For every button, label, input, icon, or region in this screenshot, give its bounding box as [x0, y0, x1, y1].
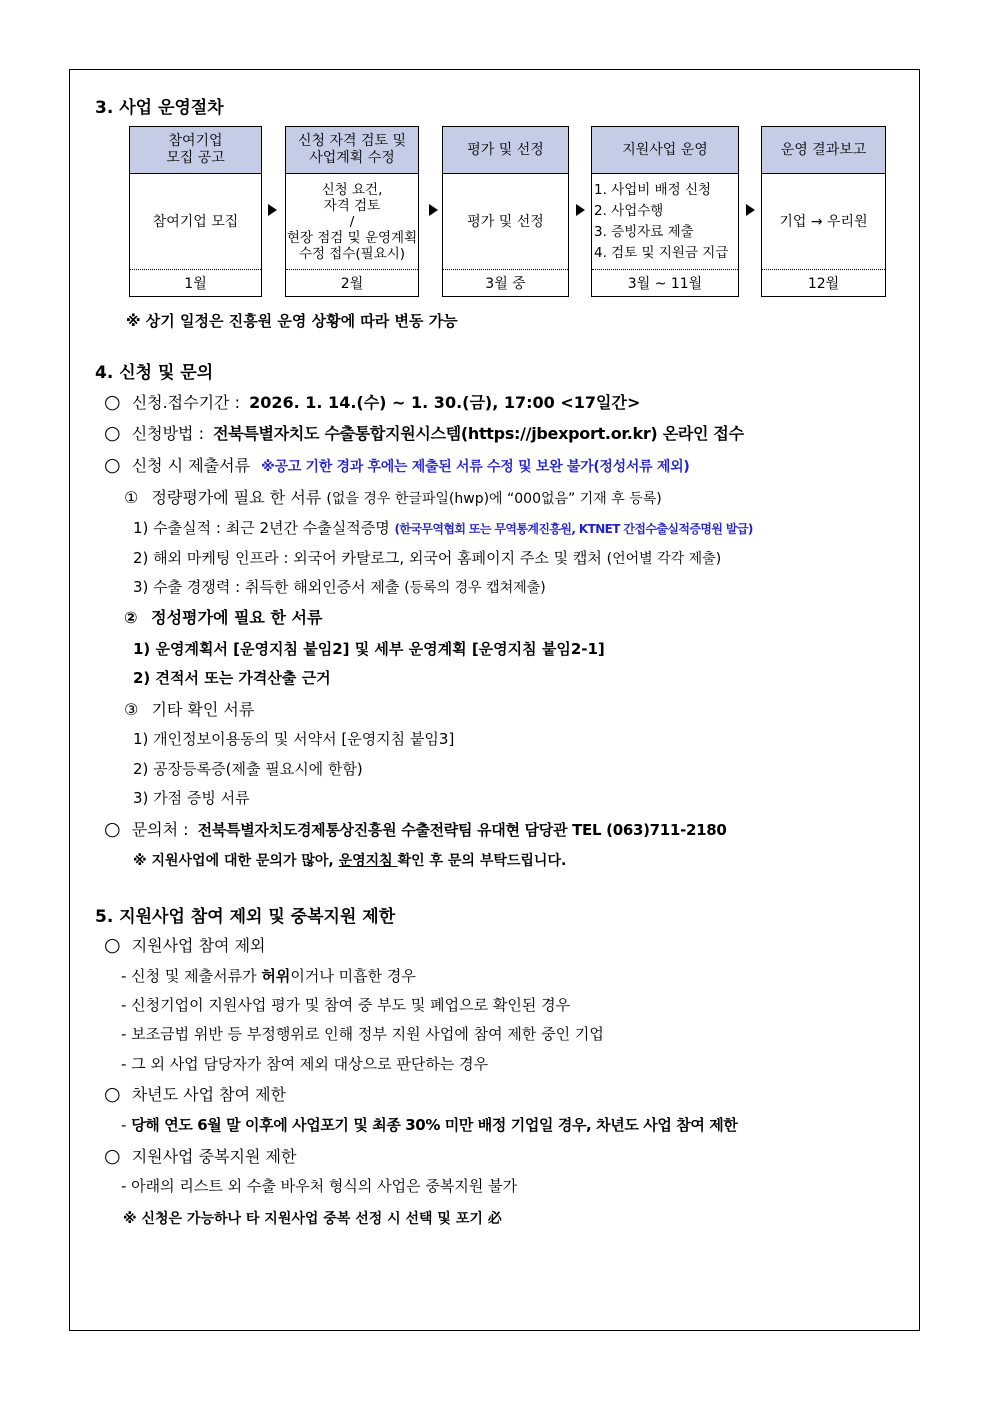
quant-number: ①	[124, 488, 139, 507]
etc-item-2: 2) 공장등록증(제출 필요시에 한함)	[133, 760, 363, 778]
quant-item-1-text: 1) 수출실적 : 최근 2년간 수출실적증명	[133, 519, 395, 537]
dup-title-line	[104, 1144, 296, 1167]
flow-step-2-month: 2월	[286, 269, 418, 296]
next-year-item	[121, 1114, 737, 1135]
section-3-title: 3. 사업 운영절차	[95, 98, 224, 118]
exclude-title: 지원사업 참여 제외	[131, 936, 266, 955]
flow-step-5-month: 12월	[762, 269, 885, 296]
flow-arrow-icon	[746, 204, 755, 216]
contact-note-b: 확인 후 문의 부탁드립니다.	[397, 853, 567, 869]
qual-title: 정성평가에 필요 한 서류	[151, 608, 323, 627]
contact-note	[133, 850, 566, 870]
exclude-item-1-bold: 허위	[261, 967, 291, 985]
next-year-title-line	[104, 1082, 286, 1105]
next-year-text: 당해 연도 6월 말 이후에 사업포기 및 최종 30% 미만 배정 기업일 경우, 차년도 사업 참여 제한	[131, 1116, 738, 1134]
contact-value: 전북특별자치도경제통상진흥원 수출전략팀 유대현 담당관 TEL (063)711-2180	[197, 821, 727, 839]
schedule-note: ※ 상기 일정은 진흥원 운영 상황에 따라 변동 가능	[126, 312, 458, 330]
qual-item-2: 2) 견적서 또는 가격산출 근거	[133, 669, 331, 687]
bullet-circle-icon: ○	[104, 1145, 121, 1167]
contact-label: 문의처 :	[131, 820, 189, 839]
flow-arrow-icon	[429, 204, 438, 216]
bullet-circle-icon: ○	[104, 454, 121, 476]
period-value: 2026. 1. 14.(수) ~ 1. 30.(금), 17:00 <17일간>	[249, 393, 641, 412]
flow-step-5	[761, 126, 886, 297]
quant-title: 정량평가에 필요 한 서류	[151, 488, 322, 507]
qual-item-1: 1) 운영계획서 [운영지침 붙임2] 및 세부 운영계획 [운영지침 붙임2-1]	[133, 640, 605, 658]
flow-step-4-head: 지원사업 운영	[592, 127, 738, 174]
flow-step-2-head: 신청 자격 검토 및 사업계획 수정	[286, 127, 418, 174]
exclude-item-2: - 신청기업이 지원사업 평가 및 참여 중 부도 및 폐업으로 확인된 경우	[121, 996, 571, 1014]
period-line	[104, 390, 640, 413]
flow-arrow-icon	[268, 204, 277, 216]
flow-step-1-month: 1월	[130, 269, 261, 296]
exclude-item-3: - 보조금법 위반 등 부정행위로 인해 정부 지원 사업에 참여 제한 중인 기업	[121, 1025, 604, 1043]
quant-title-note: (없을 경우 한글파일(hwp)에 “000없음” 기재 후 등록)	[326, 491, 662, 507]
bullet-circle-icon: ○	[104, 422, 121, 444]
method-line	[104, 421, 744, 444]
exclude-item-1	[121, 965, 416, 986]
quant-item-3-note: (등록의 경우 캡쳐제출)	[404, 580, 546, 596]
quant-item-3	[133, 576, 546, 597]
flow-step-3	[442, 126, 569, 297]
section-4-title: 4. 신청 및 문의	[95, 363, 214, 383]
etc-title-line	[124, 697, 254, 720]
flow-step-4	[591, 126, 739, 297]
flow-step-2-body: 신청 요건, 자격 검토 / 현장 점검 및 운영계획 수정 접수(필요시)	[286, 182, 418, 262]
method-label: 신청방법 :	[131, 424, 204, 443]
quant-title-line	[124, 485, 662, 508]
bullet-circle-icon: ○	[104, 391, 121, 413]
quant-item-1-note: (한국무역협회 또는 무역통계진흥원, KTNET 간접수출실적증명원 발급)	[394, 522, 753, 536]
contact-note-guideline: 운영지침	[338, 853, 398, 869]
period-label: 신청.접수기간 :	[131, 393, 240, 412]
quant-item-3-text: 3) 수출 경쟁력 : 취득한 해외인증서 제출	[133, 578, 405, 596]
bullet-circle-icon: ○	[104, 934, 121, 956]
qual-title-line	[124, 605, 322, 628]
contact-line	[104, 817, 727, 840]
quant-item-2-text: 2) 해외 마케팅 인프라 : 외국어 카탈로그, 외국어 홈페이지 주소 및 캡처	[133, 549, 607, 567]
flow-step-5-head: 운영 결과보고	[762, 127, 885, 174]
etc-number: ③	[124, 700, 139, 719]
dup-title: 지원사업 중복지원 제한	[131, 1147, 297, 1166]
quant-item-2	[133, 547, 721, 568]
bullet-circle-icon: ○	[104, 818, 121, 840]
exclude-item-1-a: - 신청 및 제출서류가	[121, 967, 262, 985]
contact-note-a: ※ 지원사업에 대한 문의가 많아,	[133, 853, 339, 869]
exclude-title-line	[104, 933, 266, 956]
flow-step-2	[285, 126, 419, 297]
etc-item-1: 1) 개인정보이용동의 및 서약서 [운영지침 붙임3]	[133, 730, 455, 748]
method-value: 전북특별자치도 수출통합지원시스템(https://jbexport.or.kr) 온라인 접수	[213, 424, 744, 443]
exclude-item-4: - 그 외 사업 담당자가 참여 제외 대상으로 판단하는 경우	[121, 1055, 489, 1073]
dup-note: ※ 신청은 가능하나 타 지원사업 중복 선정 시 선택 및 포기 必	[123, 1211, 502, 1227]
flow-step-3-month: 3월 중	[443, 269, 568, 296]
quant-item-1	[133, 517, 753, 538]
flow-step-4-body: 1. 사업비 배정 신청 2. 사업수행 3. 증빙자료 제출 4. 검토 및 지원금 지급	[594, 182, 729, 261]
docs-label: 신청 시 제출서류	[131, 456, 251, 475]
quant-item-2-note: (언어별 각각 제출)	[606, 551, 722, 567]
qual-number: ②	[124, 608, 138, 627]
flow-arrow-icon	[576, 204, 585, 216]
docs-note: ※공고 기한 경과 후에는 제출된 서류 수정 및 보완 불가(정성서류 제외)	[261, 459, 690, 475]
flow-step-3-head: 평가 및 선정	[443, 127, 568, 174]
next-year-title: 차년도 사업 참여 제한	[131, 1085, 287, 1104]
bullet-circle-icon: ○	[104, 1083, 121, 1105]
flow-step-3-body: 평가 및 선정	[467, 213, 544, 230]
docs-line	[104, 453, 689, 476]
flow-step-5-body: 기업 → 우리원	[779, 213, 868, 230]
next-year-dash: -	[121, 1116, 132, 1134]
exclude-item-1-b: 이거나 미흡한 경우	[290, 967, 416, 985]
dup-item: - 아래의 리스트 외 수출 바우처 형식의 사업은 중복지원 불가	[121, 1177, 518, 1195]
flow-step-1-head: 참여기업 모집 공고	[130, 127, 261, 174]
etc-title: 기타 확인 서류	[151, 700, 255, 719]
flow-step-1	[129, 126, 262, 297]
flow-step-4-month: 3월 ~ 11월	[592, 269, 738, 296]
etc-item-3: 3) 가점 증빙 서류	[133, 789, 250, 807]
flow-step-1-body: 참여기업 모집	[152, 213, 239, 230]
section-5-title: 5. 지원사업 참여 제외 및 중복지원 제한	[95, 907, 396, 927]
